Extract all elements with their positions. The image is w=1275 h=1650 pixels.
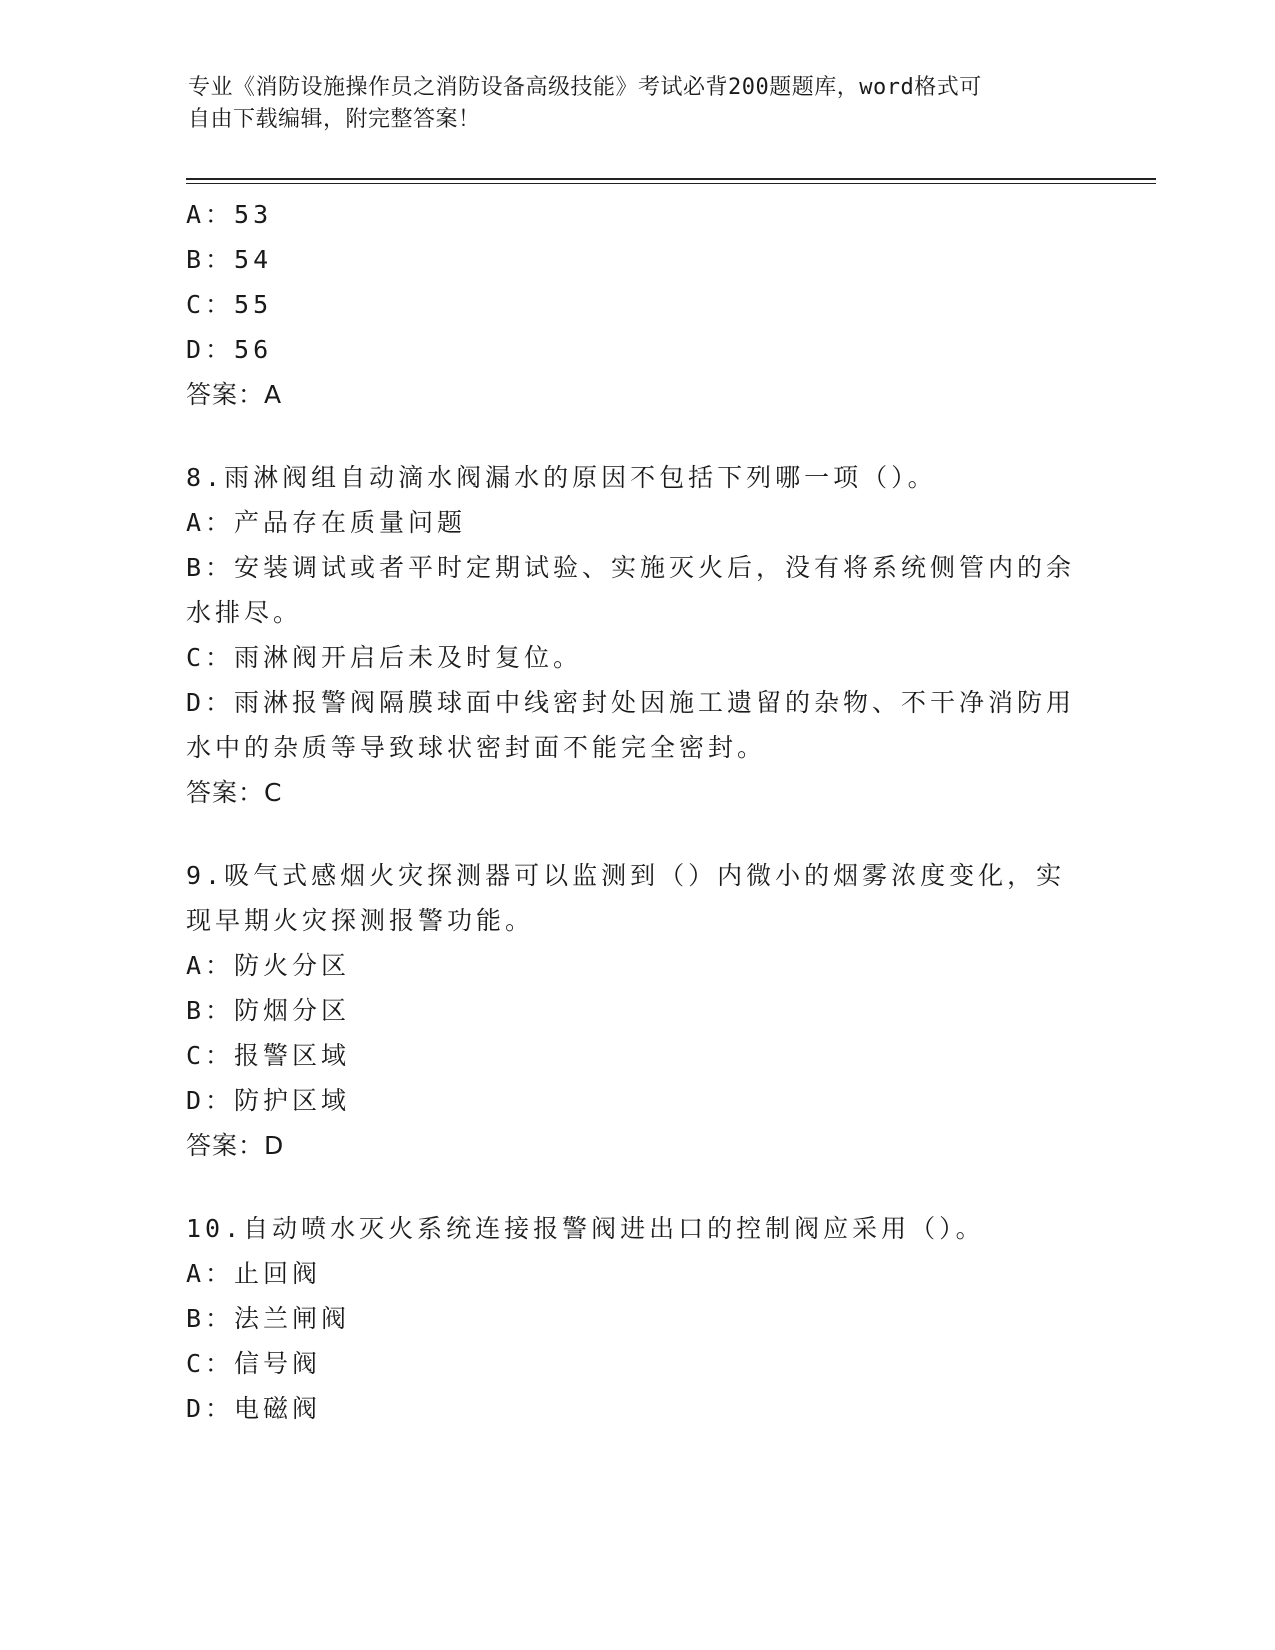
answer-line: 答案：D — [186, 1131, 285, 1160]
option-a: A：产品存在质量问题 — [186, 508, 467, 537]
option-c: C：雨淋阀开启后未及时复位。 — [186, 643, 583, 672]
option-b: B：防烟分区 — [186, 996, 351, 1025]
spacer — [186, 815, 1076, 853]
option-a: A：53 — [186, 200, 273, 229]
option-d-continued: 水中的杂质等导致球状密封面不能完全密封。 — [186, 733, 767, 762]
option-d: D：雨淋报警阀隔膜球面中线密封处因施工遗留的杂物、不干净消防用 — [186, 688, 1076, 717]
option-a: A：止回阀 — [186, 1259, 322, 1288]
option-b: B：安装调试或者平时定期试验、实施灭火后，没有将系统侧管内的余 — [186, 553, 1076, 582]
option-b-continued: 水排尽。 — [186, 598, 303, 627]
option-d: D：防护区域 — [186, 1086, 351, 1115]
question-stem: 8.雨淋阀组自动滴水阀漏水的原因不包括下列哪一项（）。 — [186, 463, 937, 492]
document-header — [188, 72, 1068, 136]
option-b: B：法兰闸阀 — [186, 1304, 351, 1333]
question-7-tail — [186, 192, 1076, 417]
option-c: C：报警区域 — [186, 1041, 351, 1070]
option-d: D：56 — [186, 335, 273, 364]
option-c: C：信号阀 — [186, 1349, 322, 1378]
option-c: C：55 — [186, 290, 273, 319]
question-stem: 9.吸气式感烟火灾探测器可以监测到（）内微小的烟雾浓度变化，实 — [186, 861, 1066, 890]
option-d: D：电磁阀 — [186, 1394, 322, 1423]
question-8 — [186, 455, 1076, 815]
question-stem: 10.自动喷水灭火系统连接报警阀进出口的控制阀应采用（）。 — [186, 1214, 985, 1243]
question-stem-continued: 现早期火灾探测报警功能。 — [186, 906, 535, 935]
option-a: A：防火分区 — [186, 951, 351, 980]
answer-line: 答案：C — [186, 778, 283, 807]
header-divider-thin — [186, 183, 1156, 184]
question-9 — [186, 853, 1076, 1168]
question-10 — [186, 1206, 1076, 1431]
answer-line: 答案：A — [186, 380, 283, 409]
spacer — [186, 1168, 1076, 1206]
option-b: B：54 — [186, 245, 273, 274]
header-line-2: 自由下载编辑，附完整答案！ — [188, 107, 481, 132]
question-content — [186, 192, 1076, 1431]
header-divider-thick — [186, 178, 1156, 180]
header-line-1: 专业《消防设施操作员之消防设备高级技能》考试必背200题题库，word格式可 — [188, 75, 982, 100]
spacer — [186, 417, 1076, 455]
